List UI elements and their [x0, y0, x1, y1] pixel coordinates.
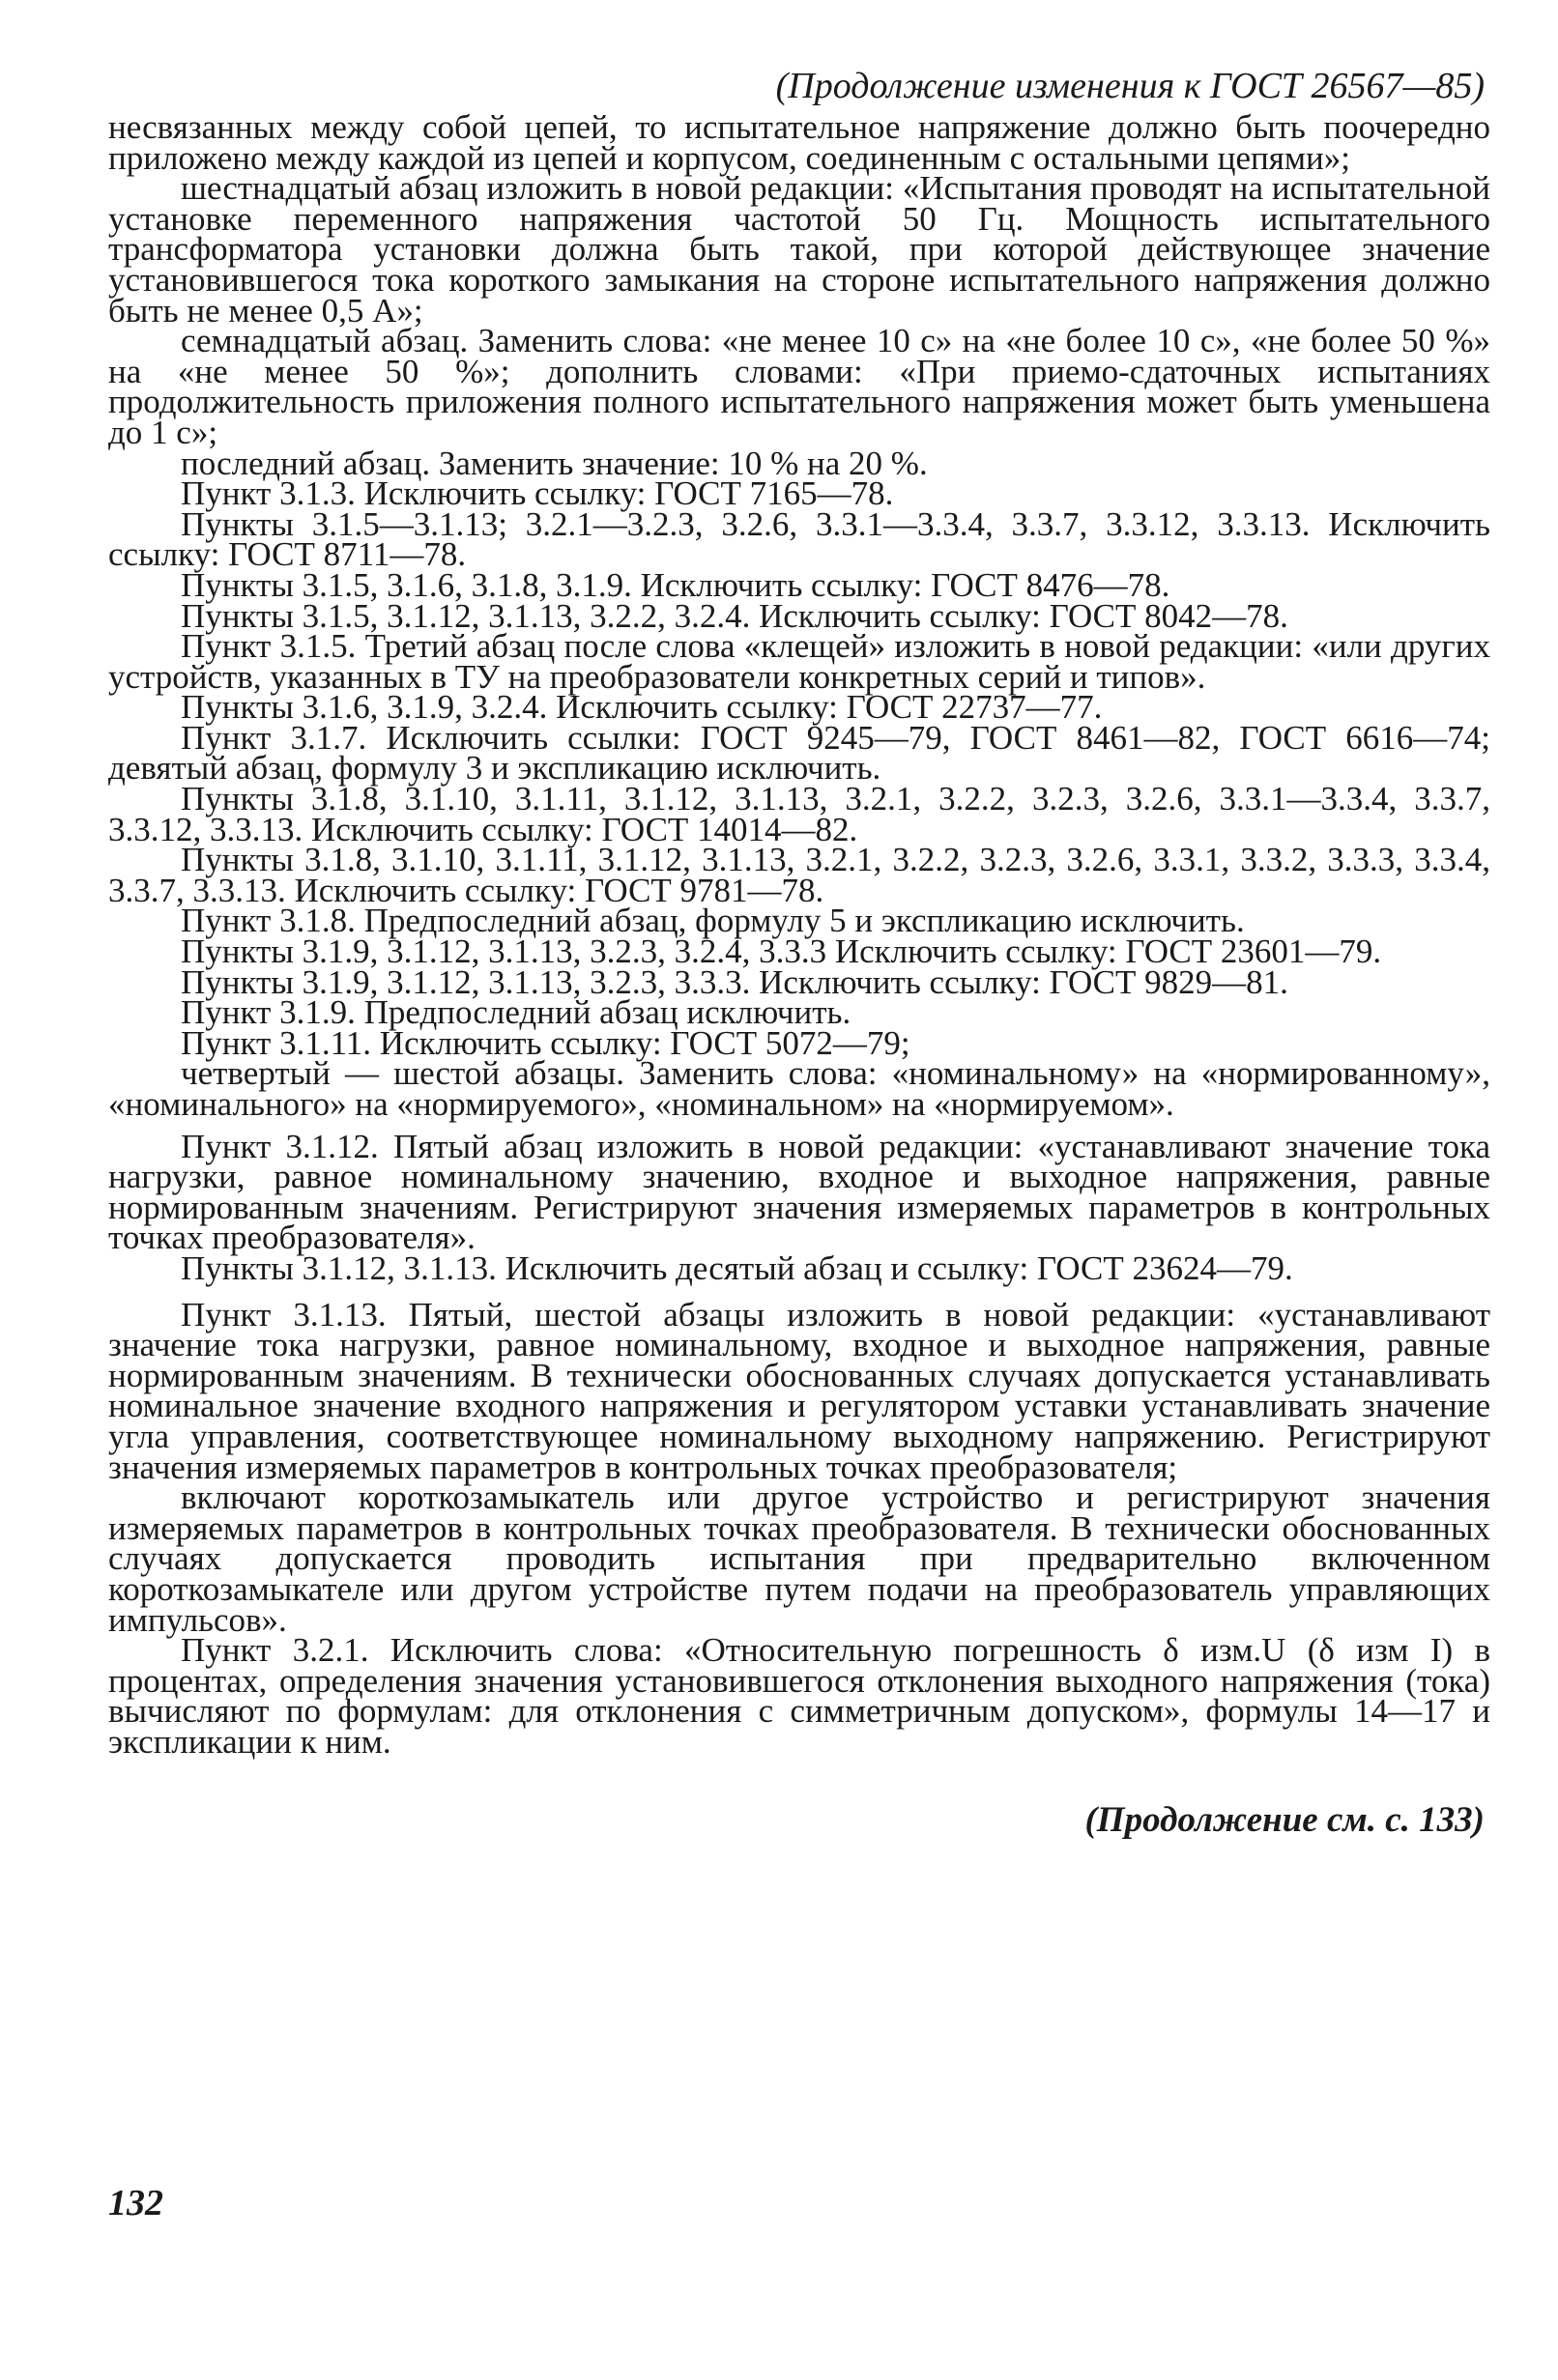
continuation-note: (Продолжение см. с. 133)	[1084, 1800, 1485, 1841]
paragraph: Пункты 3.1.5, 3.1.12, 3.1.13, 3.2.2, 3.2.4. Исключить ссылку: ГОСТ 8042—78.	[181, 596, 1288, 635]
paragraph: Пункты 3.1.5—3.1.13; 3.2.1—3.2.3, 3.2.6, 3.3.1—3.3.4, 3.3.7, 3.3.12, 3.3.13. Исключить ссылку: ГОСТ 8711—78.	[108, 504, 1490, 574]
paragraph: Пункт 3.1.3. Исключить ссылку: ГОСТ 7165—78.	[181, 474, 894, 513]
paragraph: Пункт 3.1.7. Исключить ссылки: ГОСТ 9245—79, ГОСТ 8461—82, ГОСТ 6616—74; девятый абзац, формулу 3 и экспликацию исключить.	[108, 718, 1490, 788]
page-header: (Продолжение изменения к ГОСТ 26567—85)	[775, 66, 1485, 106]
paragraph: Пункт 3.2.1. Исключить слова: «Относительную погрешность δ изм.U (δ изм I) в процентах, определения значения установившегося отклонения выходного напряжения (тока) вычисляют по формулам: для отклонения с симметричным допуском», формулы 14—17 и экспликации к ним.	[108, 1631, 1490, 1761]
paragraph: Пункты 3.1.8, 3.1.10, 3.1.11, 3.1.12, 3.1.13, 3.2.1, 3.2.2, 3.2.3, 3.2.6, 3.3.1—3.3.4, 3.3.7, 3.3.12, 3.3.13. Исключить ссылку: ГОСТ 14014—82.	[108, 780, 1490, 848]
paragraph: несвязанных между собой цепей, то испытательное напряжение должно быть поочередно приложено между каждой из цепей и корпусом, соединенным с остальными цепями»;	[108, 108, 1490, 177]
page-number: 132	[108, 2183, 163, 2223]
paragraph: последний абзац. Заменить значение: 10 % на 20 %.	[181, 444, 928, 482]
paragraph: Пункты 3.1.5, 3.1.6, 3.1.8, 3.1.9. Исключить ссылку: ГОСТ 8476—78.	[181, 565, 1170, 604]
paragraph: Пункты 3.1.6, 3.1.9, 3.2.4. Исключить ссылку: ГОСТ 22737—77.	[181, 688, 1103, 727]
document-page	[108, 62, 1490, 1842]
paragraph: Пункт 3.1.12. Пятый абзац изложить в новой редакции: «устанавливают значение тока нагрузки, равное номинальному значению, входное и выходное напряжения, равные нормированным значениям. Регистрируют значения измеряемых параметров в контрольных точках преобразователя».	[108, 1127, 1490, 1257]
paragraph: Пункт 3.1.13. Пятый, шестой абзацы изложить в новой редакции: «устанавливают значение тока нагрузки, равное номинальному, входное и выходное напряжения, равные нормированным значениям. В технически обоснованных случаях допускается устанавливать номинальное значение входного напряжения и регулятором уставки устанавливать значение угла управления, соответствующее номинальному выходному напряжению. Регистрируют значения измеряемых параметров в контрольных точках преобразователя;	[108, 1295, 1490, 1486]
paragraph: Пункты 3.1.9, 3.1.12, 3.1.13, 3.2.3, 3.2.4, 3.3.3 Исключить ссылку: ГОСТ 23601—79.	[181, 932, 1382, 971]
paragraph: Пункт 3.1.8. Предпоследний абзац, формулу 5 и экспликацию исключить.	[181, 902, 1245, 940]
paragraph: Пункты 3.1.8, 3.1.10, 3.1.11, 3.1.12, 3.1.13, 3.2.1, 3.2.2, 3.2.3, 3.2.6, 3.3.1, 3.3.2, 3.3.3, 3.3.4, 3.3.7, 3.3.13. Исключить ссылку: ГОСТ 9781—78.	[108, 841, 1490, 909]
paragraph: Пункт 3.1.11. Исключить ссылку: ГОСТ 5072—79;	[181, 1023, 910, 1062]
paragraph: включают короткозамыкатель или другое устройство и регистрируют значения измеряемых параметров в контрольных точках преобразователя. В технически обоснованных случаях допускается проводить испытания при предварительно включенном короткозамыкателе или другом устройстве путем подачи на преобразователь управляющих импульсов».	[108, 1478, 1490, 1639]
paragraph: семнадцатый абзац. Заменить слова: «не менее 10 с» на «не более 10 с», «не более 50 %» на «не менее 50 %»; дополнить словами: «При приемо-сдаточных испытаниях продолжительность приложения полного испытательного напряжения может быть уменьшена до 1 с»;	[108, 322, 1490, 451]
paragraph: Пункт 3.1.9. Предпоследний абзац исключить.	[181, 993, 851, 1032]
paragraph: Пункты 3.1.12, 3.1.13. Исключить десятый абзац и ссылку: ГОСТ 23624—79.	[181, 1248, 1293, 1287]
paragraph: Пункты 3.1.9, 3.1.12, 3.1.13, 3.2.3, 3.3.3. Исключить ссылку: ГОСТ 9829—81.	[181, 962, 1288, 1001]
paragraph: Пункт 3.1.5. Третий абзац после слова «клещей» изложить в новой редакции: «или других устройств, указанных в ТУ на преобразователи конкретных серий и типов».	[108, 627, 1490, 696]
paragraph: шестнадцатый абзац изложить в новой редакции: «Испытания проводят на испытательной установке переменного напряжения частотой 50 Гц. Мощность испытательного трансформатора установки должна быть такой, при которой действующее значение установившегося тока короткого замыкания на стороне испытательного напряжения должно быть не менее 0,5 А»;	[108, 169, 1490, 330]
paragraph: четвертый — шестой абзацы. Заменить слова: «номинальному» на «нормированному», «номинального» на «нормируемого», «номинальном» на «нормируемом».	[108, 1054, 1490, 1123]
